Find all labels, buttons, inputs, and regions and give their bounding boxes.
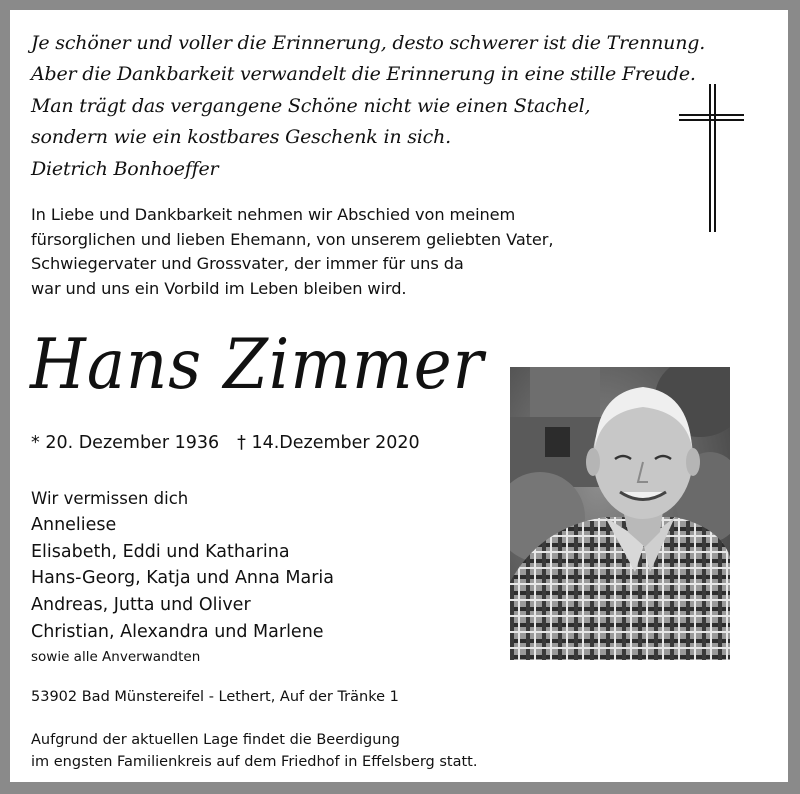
quote-author: Dietrich Bonhoeffer [31,157,219,180]
farewell-line: In Liebe und Dankbarkeit nehmen wir Abschied von meinem [31,205,516,224]
notice-line: Aufgrund der aktuellen Lage findet die Beerdigung [31,732,400,748]
mourner: Elisabeth, Eddi und Katharina [31,541,290,562]
quote [31,28,705,185]
relatives-line: sowie alle Anverwandten [31,648,201,665]
deceased-name: Hans Zimmer [30,325,485,406]
funeral-notice [31,730,477,773]
death-date: † 14.Dezember 2020 [237,433,420,453]
farewell-line: war und uns ein Vorbild im Leben bleiben wird. [31,278,407,298]
mourners [31,485,334,668]
birth-date: * 20. Dezember 1936 [31,433,220,453]
mourner: Christian, Alexandra und Marlene [31,621,324,642]
farewell-line: fürsorglichen und lieben Ehemann, von unserem geliebten Vater, [31,229,554,249]
obituary-card [10,10,788,782]
mourners-heading: Wir vermissen dich [31,489,189,508]
life-dates [31,430,420,456]
quote-line: Je schöner und voller die Erinnerung, desto schwerer ist die Trennung. [31,32,706,54]
notice-line: im engsten Familienkreis auf dem Friedhof in Effelsberg statt. [31,753,478,770]
mourner: Andreas, Jutta und Oliver [31,595,251,616]
address: 53902 Bad Münstereifel - Lethert, Auf der Tränke 1 [31,689,399,705]
mourner: Anneliese [31,515,117,535]
quote-line: Man trägt das vergangene Schöne nicht wie einen Stachel, [31,94,591,117]
mourners-list [31,512,334,646]
quote-line: sondern wie ein kostbares Geschenk in sich. [31,126,451,149]
farewell-text [31,203,553,301]
cross-icon [678,84,748,234]
portrait-photo [510,367,730,660]
farewell-line: Schwiegervater und Grossvater, der immer für uns da [31,254,464,273]
quote-line: Aber die Dankbarkeit verwandelt die Erinnerung in eine stille Freude. [31,63,696,86]
mourner: Hans-Georg, Katja und Anna Maria [31,568,335,589]
